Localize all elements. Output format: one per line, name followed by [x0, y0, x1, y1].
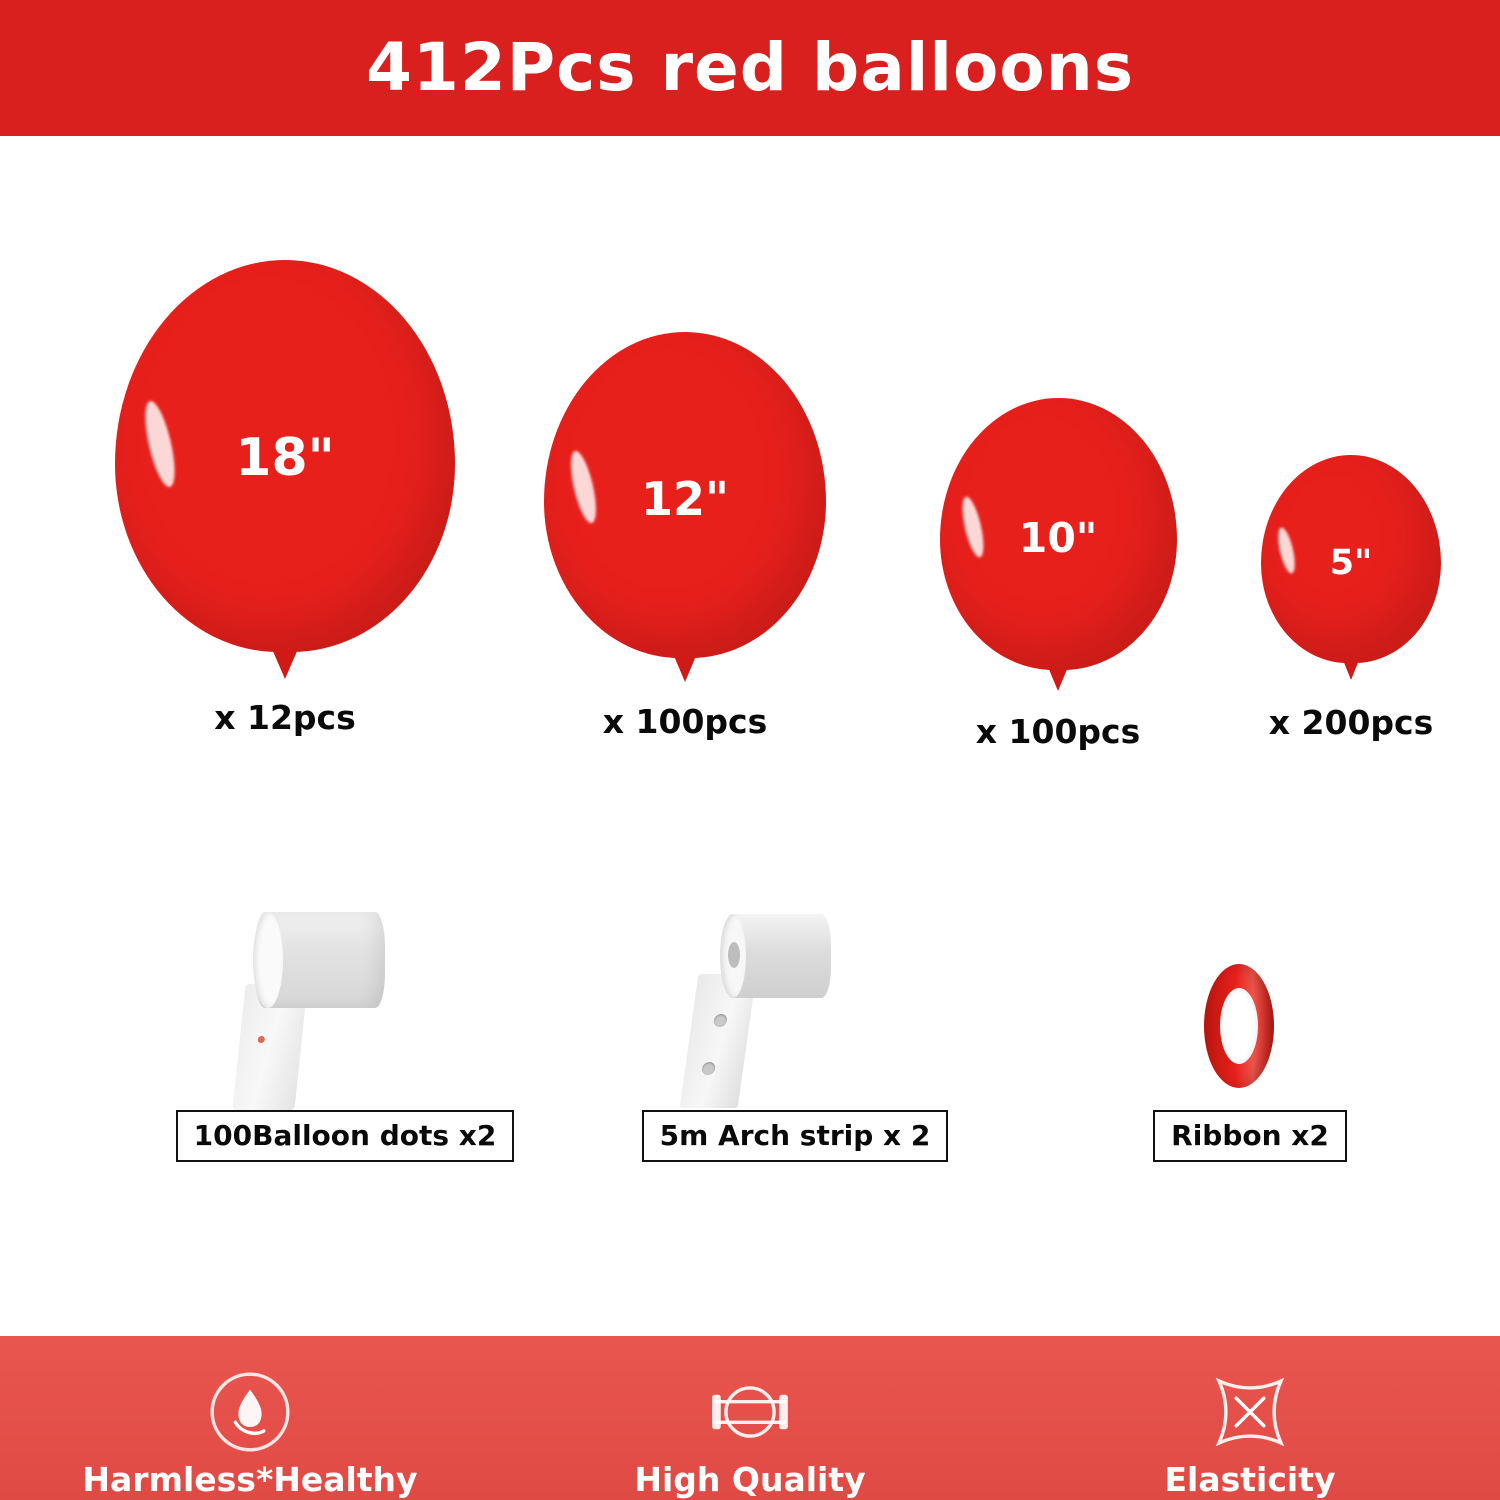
accessory-label-arch-strip: 5m Arch strip x 2	[642, 1110, 949, 1162]
ribbon-roll-body	[1204, 964, 1274, 1088]
balloon-knot-icon	[674, 656, 696, 682]
balloon-count-label: x 12pcs	[214, 698, 356, 737]
balloon-size-label: 5"	[1329, 543, 1373, 583]
balloon-item-18in	[70, 260, 500, 737]
ribbon-roll-icon	[1100, 900, 1400, 1110]
balloon-item-5in	[1206, 455, 1496, 742]
balloon-knot-icon	[1343, 660, 1359, 680]
balloon-quality-icon	[707, 1369, 793, 1455]
balloon-size-label: 12"	[641, 472, 729, 526]
dots-roll-body	[255, 912, 385, 1008]
feature-banner	[0, 1336, 1500, 1500]
arch-strip-hole	[701, 1062, 716, 1075]
arch-strip-roll-body	[723, 914, 831, 998]
accessory-item-dots	[110, 900, 580, 1162]
accessory-label-ribbon: Ribbon x2	[1153, 1110, 1347, 1162]
balloon-highlight-icon	[139, 399, 180, 490]
balloon-size-row	[0, 250, 1500, 790]
balloon-highlight-icon	[566, 449, 601, 525]
feature-item-quality	[500, 1369, 1000, 1500]
balloon-size-label: 10"	[1018, 514, 1098, 562]
feature-item-elasticity	[1000, 1369, 1500, 1500]
ribbon-center-hole	[1220, 988, 1258, 1064]
leaf-drop-icon	[207, 1369, 293, 1455]
accessory-item-ribbon	[1030, 900, 1470, 1162]
balloon-dots-roll-icon	[195, 900, 495, 1110]
balloon-count-label: x 100pcs	[975, 712, 1141, 751]
balloon-knot-icon	[272, 649, 298, 679]
accessory-label-dots: 100Balloon dots x2	[176, 1110, 515, 1162]
balloon-item-10in	[873, 398, 1243, 751]
elasticity-arrows-icon	[1207, 1369, 1293, 1455]
balloon-count-label: x 200pcs	[1268, 703, 1434, 742]
arch-strip-hole	[713, 1014, 728, 1027]
balloon-knot-icon	[1048, 667, 1068, 691]
accessory-row	[0, 900, 1500, 1200]
header-banner	[0, 0, 1500, 136]
balloon-highlight-icon	[958, 495, 988, 559]
accessory-item-arch-strip	[560, 900, 1030, 1162]
feature-label-quality: High Quality	[634, 1460, 866, 1499]
balloon-item-12in	[490, 332, 880, 741]
balloon-size-label: 18"	[235, 428, 335, 488]
page-title: 412Pcs red balloons	[365, 29, 1135, 106]
arch-strip-roll-icon	[645, 900, 945, 1110]
balloon-highlight-icon	[1275, 526, 1298, 575]
feature-label-elasticity: Elasticity	[1164, 1460, 1336, 1499]
balloon-count-label: x 100pcs	[602, 702, 768, 741]
feature-label-harmless: Harmless*Healthy	[82, 1460, 418, 1499]
feature-item-harmless	[0, 1369, 500, 1500]
